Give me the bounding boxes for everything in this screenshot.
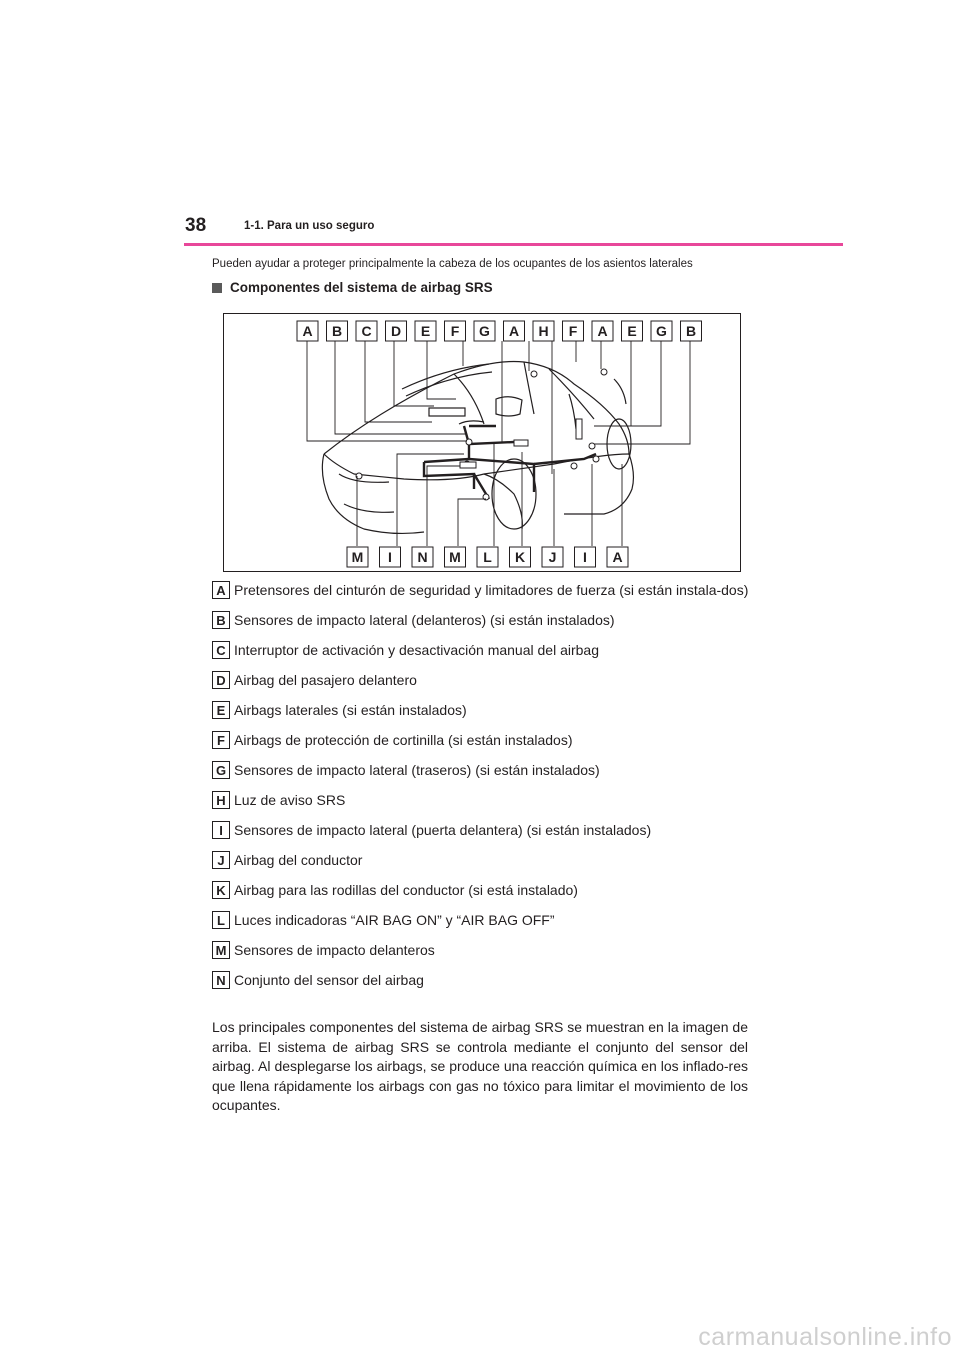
top-label-8: H [538,323,549,339]
bottom-label-4: L [483,549,492,565]
legend-item-b [212,610,752,630]
legend-description: Sensores de impacto delanteros [234,942,435,958]
legend-description: Airbag para las rodillas del conductor (si está instalado) [234,882,578,898]
legend-letter-box: J [212,851,230,869]
legend-description: Airbags laterales (si están instalados) [234,702,467,718]
legend-item-e [212,700,752,720]
legend-letter-box: F [212,731,230,749]
top-label-9: F [568,323,578,339]
legend-item-a [212,580,752,600]
square-bullet-icon [212,283,222,293]
top-label-4: E [420,323,431,339]
legend-item-g [212,760,752,780]
car-outline [322,362,633,534]
car-illustration [224,314,742,573]
top-label-5: F [450,323,460,339]
legend-letter-box: I [212,821,230,839]
top-label-6: G [479,323,490,339]
wiring-harness [424,426,596,499]
intro-text: Pueden ayudar a proteger principalmente la cabeza de los ocupantes de los asientos laterales [212,258,693,270]
bottom-label-0: M [351,549,364,565]
top-label-10: A [597,323,608,339]
bottom-label-5: K [514,549,526,565]
legend-description: Sensores de impacto lateral (traseros) (si están instalados) [234,762,600,778]
legend-description: Pretensores del cinturón de seguridad y limitadores de fuerza (si están instala-dos) [234,582,749,598]
legend-item-n [212,970,752,990]
body-paragraph: Los principales componentes del sistema de airbag SRS se muestran en la imagen de arriba. El sistema de airbag SRS se controla mediante el conjunto del sensor del airbag. Al desplegarse los airbags, se produce una reacción química en los inflado-res que llena rápidamente los airbags con gas no tóxico para limitar el movimiento de los ocupantes. [212,1019,748,1113]
legend-letter-box: N [212,971,230,989]
legend-item-d [212,670,752,690]
legend-letter-box: D [212,671,230,689]
legend-item-k [212,880,752,900]
bottom-label-2: N [417,549,428,565]
bottom-label-8: A [612,549,623,565]
legend-description: Airbags de protección de cortinilla (si están instalados) [234,732,573,748]
airbag-components-figure [223,313,741,572]
legend-description: Luz de aviso SRS [234,792,346,808]
legend-description: Airbag del conductor [234,852,363,868]
legend-letter-box: A [212,581,230,599]
legend-letter-box: M [212,941,230,959]
leader-lines-top [307,341,690,474]
bottom-label-1: I [388,549,392,565]
top-label-1: B [331,323,343,339]
legend-item-f [212,730,752,750]
header-rule [184,243,843,246]
legend-letter-box: B [212,611,230,629]
legend-description: Sensores de impacto lateral (delanteros) (si están instalados) [234,612,615,628]
bottom-label-6: J [548,549,557,565]
bottom-label-7: I [583,549,587,565]
legend-letter-box: L [212,911,230,929]
legend-description: Sensores de impacto lateral (puerta delantera) (si están instalados) [234,822,652,838]
legend-item-h [212,790,752,810]
bottom-label-3: M [449,549,461,565]
legend-item-i [212,820,752,840]
top-label-11: E [627,323,637,339]
top-label-2: C [361,323,372,339]
subheading [212,280,493,296]
legend-description: Luces indicadoras “AIR BAG ON” y “AIR BAG OFF” [234,912,555,928]
legend-item-l [212,910,752,930]
section-title: 1-1. Para un uso seguro [244,220,375,232]
page-number: 38 [185,215,207,236]
subheading-text: Componentes del sistema de airbag SRS [230,280,493,295]
legend-description: Interruptor de activación y desactivación manual del airbag [234,642,599,658]
bottom-label-row [347,547,628,567]
legend-letter-box: K [212,881,230,899]
legend-letter-box: E [212,701,230,719]
legend-list [212,580,752,1000]
watermark: carmanualsonline.info [698,1323,952,1351]
legend-description: Conjunto del sensor del airbag [234,972,424,988]
legend-item-c [212,640,752,660]
legend-item-m [212,940,752,960]
legend-letter-box: H [212,791,230,809]
top-label-7: A [508,323,520,339]
top-label-3: D [390,323,402,339]
top-label-12: G [656,323,667,339]
legend-item-j [212,850,752,870]
top-label-0: A [302,323,313,339]
top-label-row [297,321,702,341]
legend-description: Airbag del pasajero delantero [234,672,417,688]
legend-letter-box: G [212,761,230,779]
legend-letter-box: C [212,641,230,659]
top-label-13: B [685,323,697,339]
